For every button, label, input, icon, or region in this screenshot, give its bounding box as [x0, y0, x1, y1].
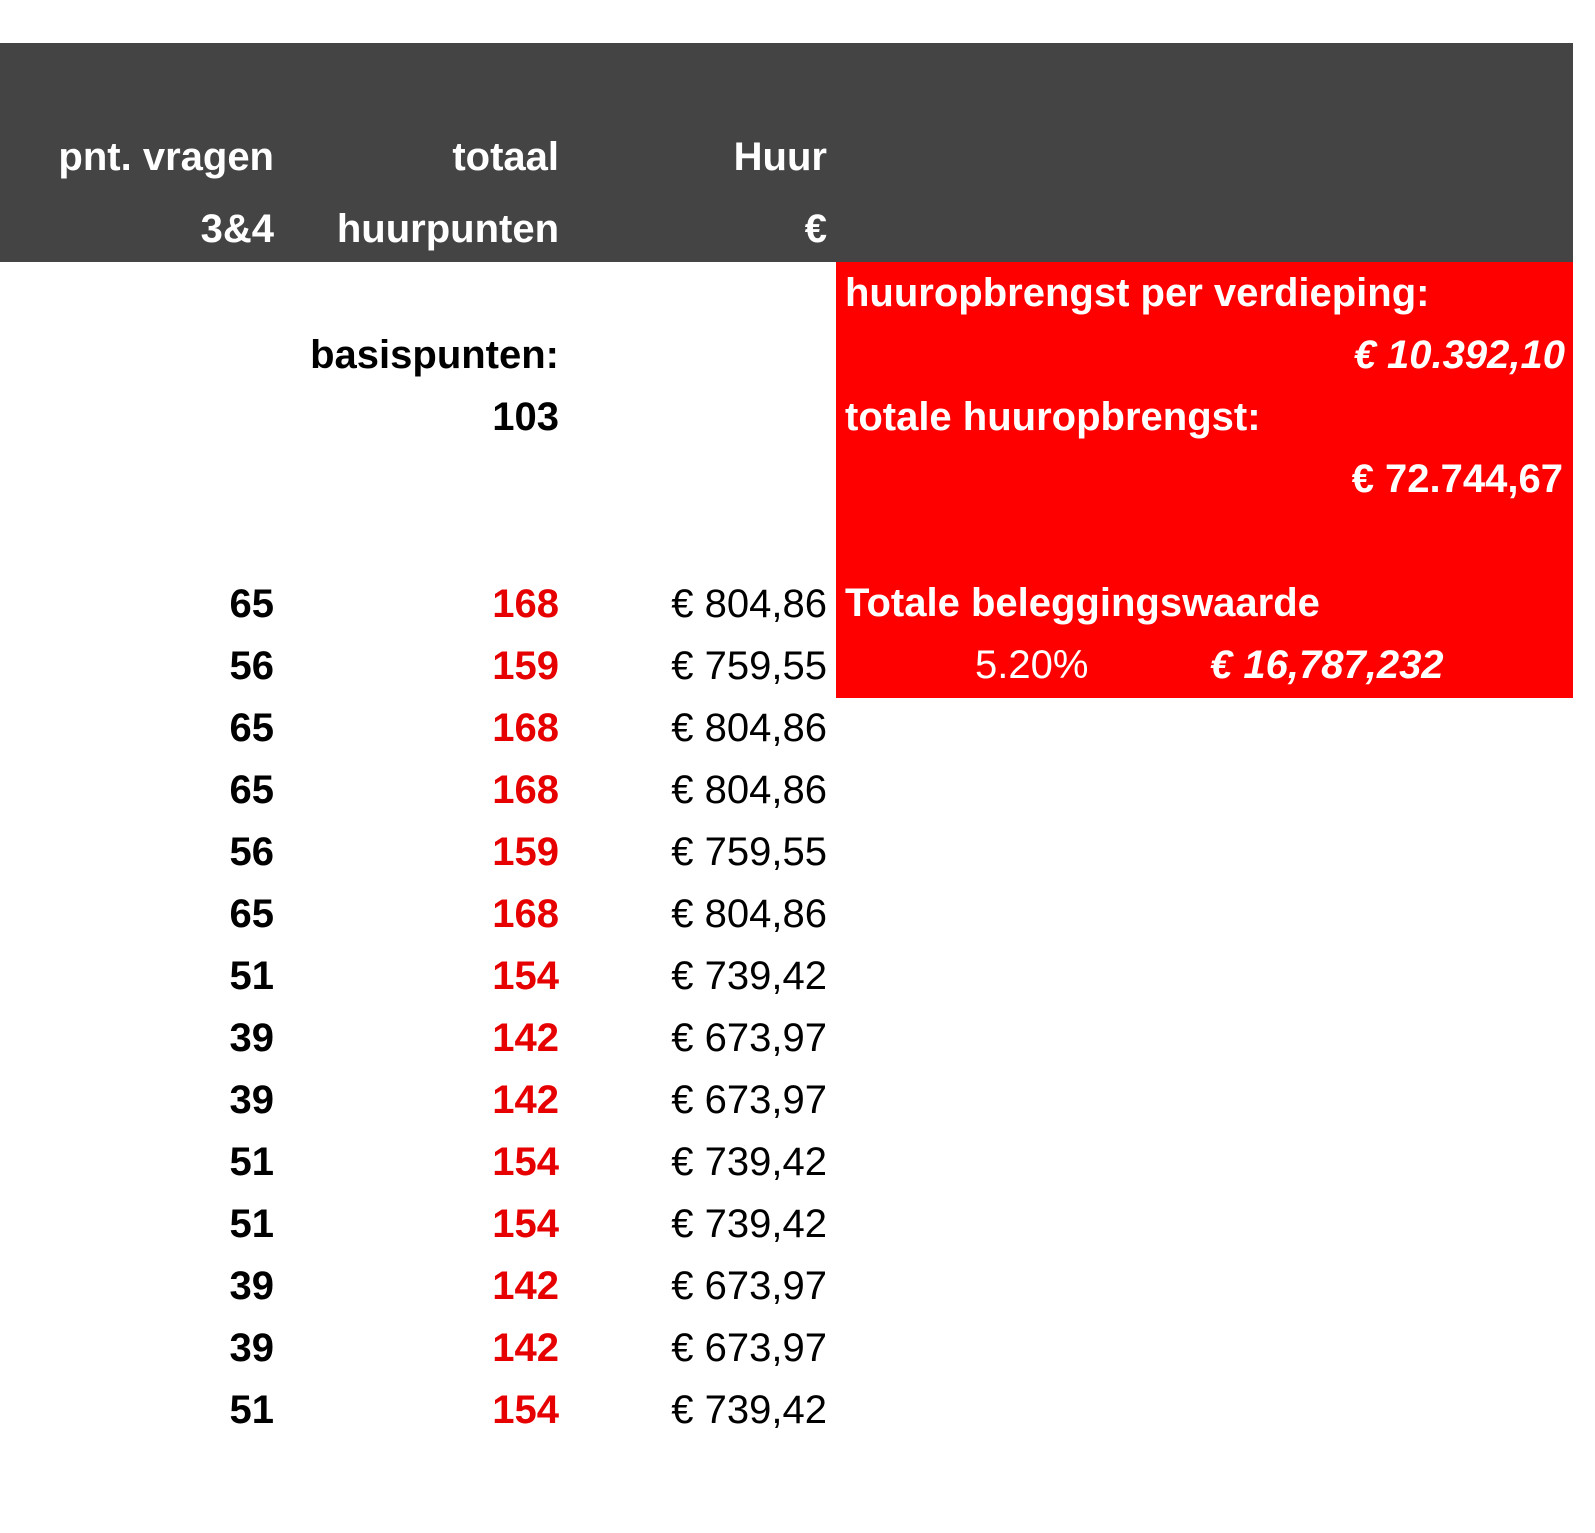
- row-rent: € 739,42: [671, 954, 827, 998]
- table-row: [0, 952, 840, 1014]
- row-points: 56: [229, 830, 274, 874]
- basis-label: basispunten:: [310, 333, 559, 377]
- table-row: [0, 1200, 840, 1262]
- total-rent-label: totale huuropbrengst:: [845, 395, 1261, 439]
- table-row: [0, 1324, 840, 1386]
- row-points: 56: [229, 644, 274, 688]
- row-rent: € 804,86: [671, 706, 827, 750]
- row-rent: € 673,97: [671, 1078, 827, 1122]
- table-row: [0, 1076, 840, 1138]
- row-rent: € 759,55: [671, 644, 827, 688]
- row-total-points: 154: [492, 1140, 559, 1184]
- row-rent: € 739,42: [671, 1388, 827, 1432]
- row-rent: € 673,97: [671, 1326, 827, 1370]
- summary-panel: [836, 262, 1573, 698]
- header-rent-line2: €: [804, 207, 827, 251]
- row-total-points: 142: [492, 1078, 559, 1122]
- table-row: [0, 828, 840, 890]
- row-rent: € 804,86: [671, 582, 827, 626]
- row-total-points: 142: [492, 1326, 559, 1370]
- row-total-points: 142: [492, 1016, 559, 1060]
- row-points: 39: [229, 1016, 274, 1060]
- row-rent: € 804,86: [671, 768, 827, 812]
- row-total-points: 154: [492, 1388, 559, 1432]
- row-rent: € 673,97: [671, 1016, 827, 1060]
- table-row: [0, 1014, 840, 1076]
- table-row: [0, 766, 840, 828]
- row-total-points: 154: [492, 1202, 559, 1246]
- row-total-points: 154: [492, 954, 559, 998]
- table-row: [0, 1262, 840, 1324]
- row-rent: € 759,55: [671, 830, 827, 874]
- basis-value: 103: [492, 395, 559, 439]
- yield-rate: 5.20%: [975, 643, 1089, 687]
- row-total-points: 159: [492, 830, 559, 874]
- row-total-points: 159: [492, 644, 559, 688]
- row-total-points: 168: [492, 768, 559, 812]
- table-row: [0, 642, 840, 704]
- header-total-line2: huurpunten: [336, 207, 559, 251]
- row-total-points: 168: [492, 892, 559, 936]
- table-row: [0, 1138, 840, 1200]
- row-points: 39: [229, 1078, 274, 1122]
- table-row: [0, 580, 840, 642]
- row-points: 65: [229, 892, 274, 936]
- table-row: [0, 1386, 840, 1448]
- row-total-points: 168: [492, 706, 559, 750]
- investment-value: € 16,787,232: [1210, 643, 1444, 687]
- row-points: 51: [229, 1202, 274, 1246]
- header-total-line1: totaal: [452, 135, 559, 179]
- row-points: 51: [229, 1140, 274, 1184]
- table-row: [0, 704, 840, 766]
- row-points: 65: [229, 706, 274, 750]
- total-rent-value: € 72.744,67: [1351, 457, 1563, 501]
- per-floor-value: € 10.392,10: [1353, 333, 1565, 377]
- row-points: 51: [229, 1388, 274, 1432]
- header-points-line1: pnt. vragen: [58, 135, 274, 179]
- row-rent: € 804,86: [671, 892, 827, 936]
- row-points: 65: [229, 582, 274, 626]
- header-points-line2: 3&4: [200, 207, 274, 251]
- row-rent: € 739,42: [671, 1140, 827, 1184]
- header-rent-line1: Huur: [733, 135, 827, 179]
- row-points: 39: [229, 1326, 274, 1370]
- row-rent: € 739,42: [671, 1202, 827, 1246]
- row-points: 39: [229, 1264, 274, 1308]
- row-total-points: 168: [492, 582, 559, 626]
- per-floor-label: huuropbrengst per verdieping:: [845, 271, 1430, 315]
- row-points: 51: [229, 954, 274, 998]
- table-row: [0, 890, 840, 952]
- row-rent: € 673,97: [671, 1264, 827, 1308]
- row-total-points: 142: [492, 1264, 559, 1308]
- investment-label: Totale beleggingswaarde: [845, 581, 1320, 625]
- row-points: 65: [229, 768, 274, 812]
